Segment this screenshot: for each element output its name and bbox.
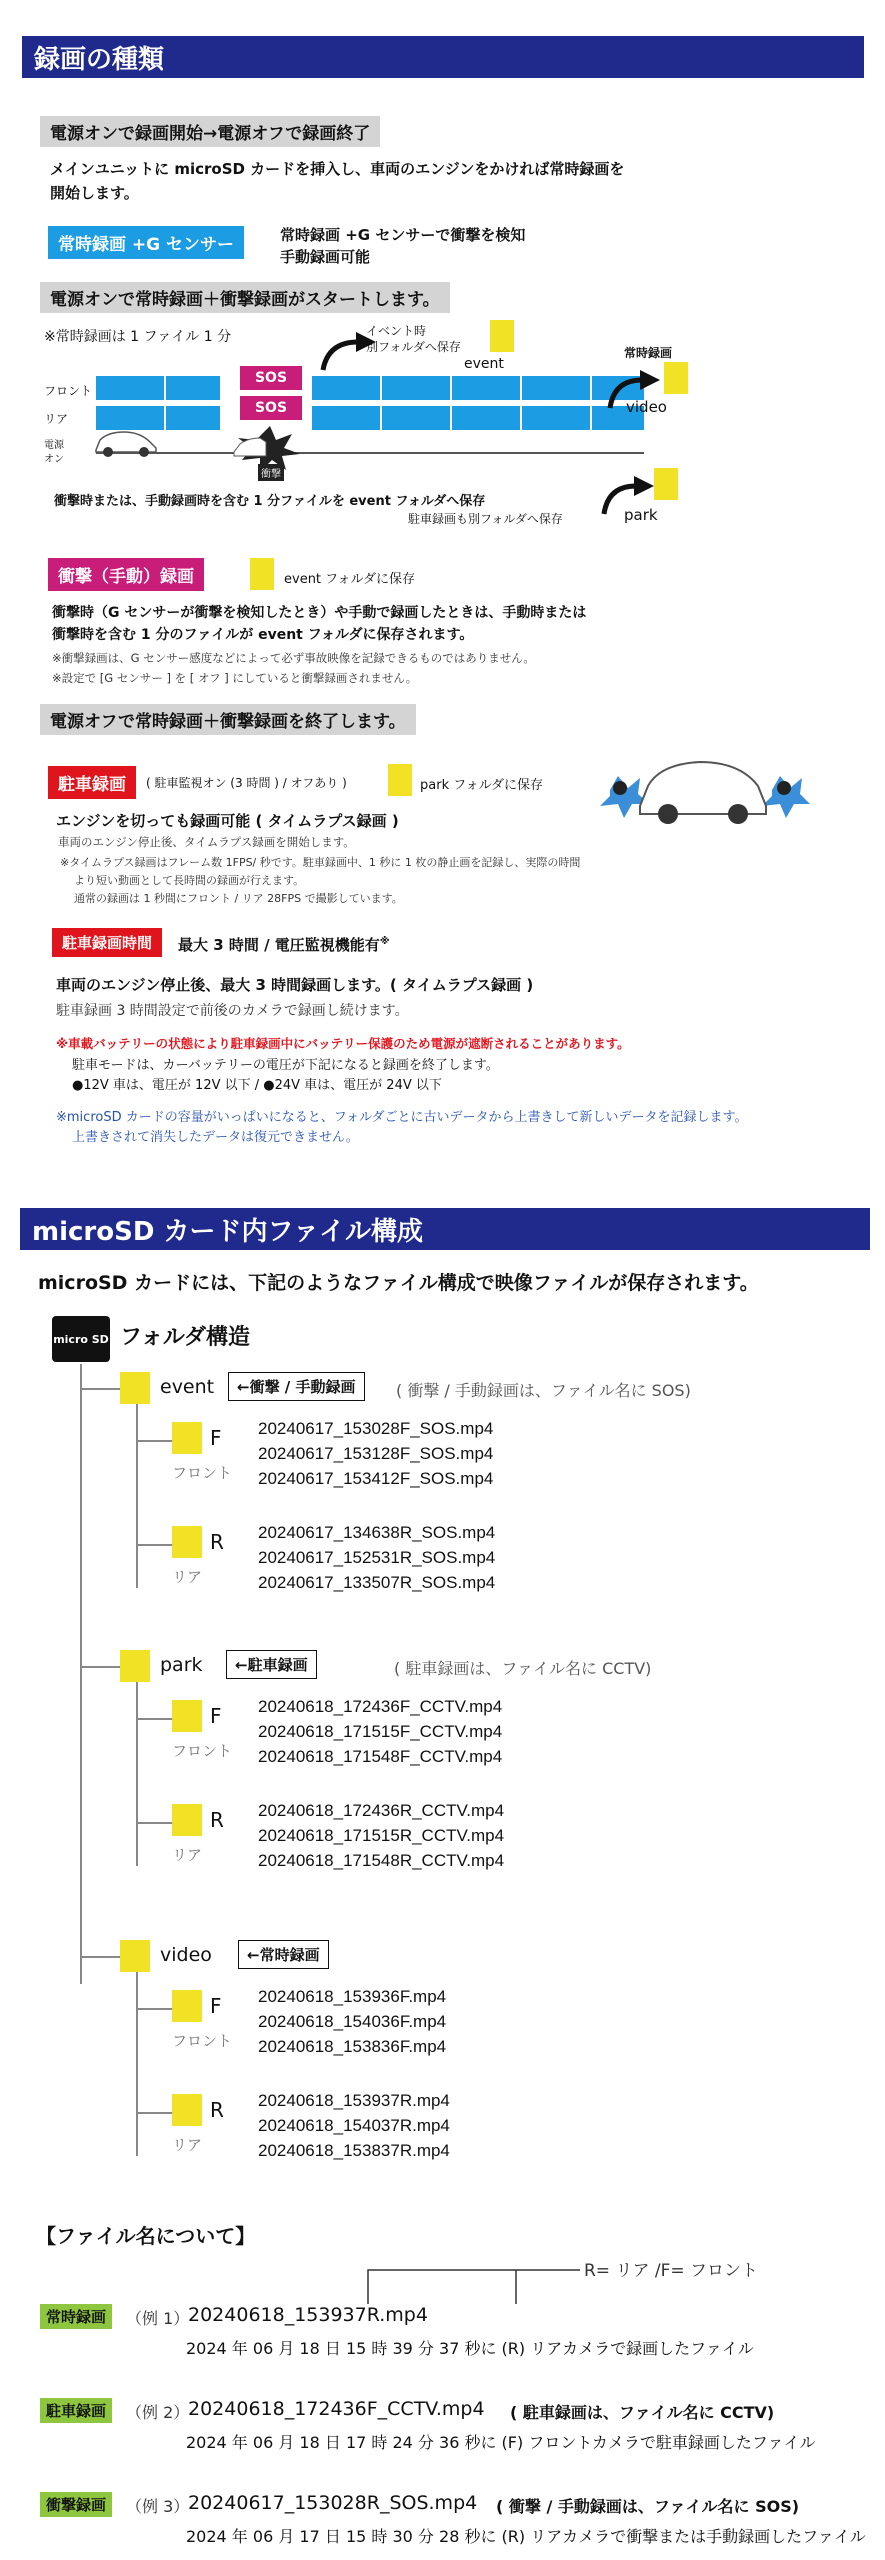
- subfolder-icon: [172, 1990, 202, 2022]
- file-name: 20240618_171548F_CCTV.mp4: [258, 1747, 503, 1766]
- section-title-recording-types: [22, 36, 864, 78]
- battery-desc-1: 駐車モードは、カーバッテリーの電圧が下記になると録画を終了します。: [72, 1058, 499, 1073]
- park-desc-2: ※タイムラプス録画はフレーム数 1FPS/ 秒です。駐車録画中、1 秒に 1 枚の静止画を記録し、実際の時間: [60, 856, 581, 869]
- front-clip: [452, 376, 520, 400]
- rf-pointer-lines: [360, 2266, 590, 2306]
- example-desc: 2024 年 06 月 18 日 15 時 39 分 37 秒に (R) リアカメラで録画したファイル: [186, 2339, 754, 2358]
- park-sub: ( 駐車監視オン (3 時間 ) / オフあり ): [146, 776, 347, 790]
- rear-clip: [166, 406, 220, 430]
- park-time-mark: ※: [379, 936, 390, 947]
- section-title-text: 録画の種類: [34, 44, 165, 75]
- park-time-desc-1: 車両のエンジン停止後、最大 3 時間録画します。( タイムラプス録画 ): [56, 976, 534, 994]
- diagram-caption: 衝撃時または、手動録画時を含む 1 分ファイルを event フォルダへ保存: [54, 494, 486, 509]
- park-desc-1: 車両のエンジン停止後、タイムラプス録画を開始します。: [58, 835, 355, 849]
- tree-sub-trunk: [136, 1682, 138, 1866]
- example-filename: 20240617_153028R_SOS.mp4: [188, 2492, 478, 2514]
- tree-sub-trunk: [136, 1972, 138, 2156]
- park-time-title-text: 最大 3 時間 / 電圧監視機能有: [178, 936, 380, 954]
- file-note: ※常時録画は 1 ファイル 1 分: [44, 329, 232, 345]
- file-name: 20240617_153412F_SOS.mp4: [258, 1469, 494, 1488]
- subfolder-icon: [172, 1700, 202, 1732]
- subfolder-icon: [172, 1526, 202, 1558]
- intro-text-2: 開始します。: [50, 184, 139, 202]
- regular-label: 常時録画: [624, 346, 673, 360]
- event-note-1: イベント時: [366, 324, 427, 338]
- power-on-label: 電源: [44, 440, 64, 451]
- park-time-badge: 駐車録画時間: [52, 928, 162, 957]
- impact-note-1: ※衝撃録画は、G センサー感度などによって必ず事故映像を記録できるものではありません。: [52, 651, 535, 665]
- example-extra: ( 駐車録画は、ファイル名に CCTV): [510, 2403, 775, 2422]
- heading-power-off: 電源オフで常時録画＋衝撃録画を終了します。: [40, 704, 416, 735]
- rear-clip: [382, 406, 450, 430]
- front-clip: [522, 376, 590, 400]
- file-name: 20240618_154036F.mp4: [258, 2012, 447, 2031]
- example-label: （例 3）: [126, 2497, 190, 2516]
- microsd-icon-text: micro SD: [53, 1332, 109, 1346]
- example-filename: 20240618_153937R.mp4: [188, 2304, 428, 2326]
- subfolder-label: リア: [172, 1846, 203, 1864]
- subfolder-label: フロント: [172, 2032, 233, 2050]
- file-name: 20240618_171515F_CCTV.mp4: [258, 1722, 503, 1741]
- park-desc-3: より短い動画として長時間の録画が行えます。: [74, 874, 305, 887]
- tree-sub-branch: [136, 1718, 172, 1720]
- impact-save: event フォルダに保存: [284, 572, 415, 587]
- folder-tag: ←衝撃 / 手動録画: [228, 1372, 365, 1401]
- example-desc: 2024 年 06 月 17 日 15 時 30 分 28 秒に (R) リアカメラで衝撃または手動録画したファイル: [186, 2527, 866, 2546]
- subfolder-code[interactable]: F: [210, 1704, 222, 1728]
- file-name: 20240618_171515R_CCTV.mp4: [258, 1826, 505, 1845]
- folder-tag: ←駐車録画: [226, 1650, 317, 1679]
- mode-badge: 常時録画 +G センサー: [48, 226, 244, 259]
- tree-sub-branch: [136, 1544, 172, 1546]
- subfolder-label: リア: [172, 1568, 203, 1586]
- subfolder-code[interactable]: R: [210, 2098, 224, 2122]
- parking-guard-illustration: [590, 746, 810, 836]
- rear-label: リア: [44, 412, 69, 426]
- mode-desc-2: 手動録画可能: [280, 248, 371, 266]
- file-name: 20240617_133507R_SOS.mp4: [258, 1573, 496, 1592]
- front-label: フロント: [44, 384, 93, 398]
- impact-badge: 衝撃（手動）録画: [48, 558, 204, 591]
- subfolder-icon: [172, 1804, 202, 1836]
- file-name: 20240617_153028F_SOS.mp4: [258, 1419, 494, 1438]
- folder-icon: [120, 1940, 150, 1972]
- section-title-text: microSD カード内ファイル構成: [32, 1216, 423, 1247]
- tree-trunk: [80, 1364, 82, 1984]
- park-save: park フォルダに保存: [420, 778, 544, 793]
- rf-note: R= リア /F= フロント: [584, 2261, 759, 2281]
- example-badge: 駐車録画: [40, 2398, 112, 2423]
- example-desc: 2024 年 06 月 18 日 17 時 24 分 36 秒に (F) フロントカメラで駐車録画したファイル: [186, 2433, 816, 2452]
- section-title-file-structure: [20, 1208, 870, 1250]
- event-note-2: 別フォルダへ保存: [366, 340, 461, 354]
- structure-subtitle: microSD カードには、下記のようなファイル構成で映像ファイルが保存されます。: [38, 1272, 759, 1294]
- subfolder-label: フロント: [172, 1464, 233, 1482]
- park-desc-4: 通常の録画は 1 秒間にフロント / リア 28FPS で撮影しています。: [74, 892, 403, 905]
- battery-desc-2: ●12V 車は、電圧が 12V 以下 / ●24V 車は、電圧が 24V 以下: [72, 1078, 442, 1093]
- sd-note-1: ※microSD カードの容量がいっぱいになると、フォルダごとに古いデータから上書きして新しいデータを記録します。: [56, 1110, 748, 1125]
- file-name: 20240618_172436F_CCTV.mp4: [258, 1697, 503, 1716]
- tree-sub-branch: [136, 1822, 172, 1824]
- park-badge: 駐車録画: [48, 766, 136, 799]
- folder-structure-title: フォルダ構造: [120, 1325, 251, 1350]
- impact-note-2: ※設定で [G センサー ] を [ オフ ] にしていると衝撃録画されません。: [52, 671, 418, 685]
- example-badge: 常時録画: [40, 2304, 112, 2329]
- file-name: 20240618_153836F.mp4: [258, 2037, 447, 2056]
- video-label: video: [626, 398, 667, 416]
- park-folder-swatch: [388, 764, 412, 796]
- park-label: park: [624, 506, 658, 524]
- tree-branch: [80, 1666, 120, 1668]
- subfolder-code[interactable]: F: [210, 1426, 222, 1450]
- tree-sub-branch: [136, 1440, 172, 1442]
- file-name: 20240617_134638R_SOS.mp4: [258, 1523, 496, 1542]
- folder-name[interactable]: video: [160, 1944, 212, 1966]
- rear-clip: [522, 406, 590, 430]
- sos-clip-rear: SOS: [240, 396, 302, 420]
- impact-desc-2: 衝撃時を含む 1 分のファイルが event フォルダに保存されます。: [52, 627, 474, 643]
- event-folder-swatch: [250, 558, 274, 590]
- folder-note: ( 駐車録画は、ファイル名に CCTV): [394, 1659, 652, 1678]
- park-file-icon: [654, 468, 678, 500]
- tree-branch: [80, 1956, 120, 1958]
- tree-sub-branch: [136, 2112, 172, 2114]
- file-name: 20240618_171548R_CCTV.mp4: [258, 1851, 505, 1870]
- front-clip: [96, 376, 164, 400]
- intro-text: メインユニットに microSD カードを挿入し、車両のエンジンをかければ常時録画を: [50, 160, 625, 178]
- sos-clip-front: SOS: [240, 366, 302, 390]
- filename-title: 【ファイル名について】: [36, 2224, 256, 2248]
- file-name: 20240617_152531R_SOS.mp4: [258, 1548, 496, 1567]
- heading-power-on-start: 電源オンで常時録画＋衝撃録画がスタートします。: [40, 282, 450, 313]
- rear-clip: [452, 406, 520, 430]
- rear-clip: [96, 406, 164, 430]
- folder-note: ( 衝撃 / 手動録画は、ファイル名に SOS): [396, 1381, 691, 1400]
- file-name: 20240618_172436R_CCTV.mp4: [258, 1801, 505, 1820]
- file-name: 20240618_153837R.mp4: [258, 2141, 450, 2160]
- example-label: （例 2）: [126, 2403, 190, 2422]
- file-name: 20240618_153936F.mp4: [258, 1987, 447, 2006]
- park-time-desc-2: 駐車録画 3 時間設定で前後のカメラで録画し続けます。: [56, 1003, 409, 1019]
- car-icon: [90, 428, 160, 458]
- subfolder-code[interactable]: R: [210, 1530, 224, 1554]
- subfolder-code[interactable]: F: [210, 1994, 222, 2018]
- tree-sub-trunk: [136, 1404, 138, 1588]
- video-file-icon: [664, 362, 688, 394]
- road-line: [96, 452, 644, 454]
- impact-label: 衝撃: [258, 464, 284, 481]
- event-file-icon: [490, 320, 514, 352]
- example-badge: 衝撃録画: [40, 2492, 112, 2517]
- rear-clip: [312, 406, 380, 430]
- park-time-title: [178, 934, 390, 955]
- mode-desc-1: 常時録画 +G センサーで衝撃を検知: [280, 226, 526, 244]
- impact-desc-1: 衝撃時（G センサーが衝撃を検知したとき）や手動で録画したときは、手動時または: [52, 605, 587, 621]
- folder-icon: [120, 1650, 150, 1682]
- microsd-icon: [52, 1316, 110, 1362]
- subfolder-icon: [172, 2094, 202, 2126]
- folder-name[interactable]: event: [160, 1376, 215, 1398]
- example-extra: ( 衝撃 / 手動録画は、ファイル名に SOS): [496, 2497, 800, 2516]
- front-clip: [312, 376, 380, 400]
- file-name: 20240618_154037R.mp4: [258, 2116, 450, 2135]
- power-on-label-2: オン: [44, 454, 64, 465]
- front-clip: [166, 376, 220, 400]
- subfolder-label: リア: [172, 2136, 203, 2154]
- front-clip: [382, 376, 450, 400]
- subfolder-code[interactable]: R: [210, 1808, 224, 1832]
- heading-power-on-off: 電源オンで録画開始→電源オフで録画終了: [40, 116, 380, 147]
- tree-branch: [80, 1388, 120, 1390]
- subfolder-icon: [172, 1422, 202, 1454]
- park-desc-title: エンジンを切っても録画可能 ( タイムラプス録画 ): [56, 812, 399, 830]
- battery-warning: ※車載バッテリーの状態により駐車録画中にバッテリー保護のため電源が遮断されることがあります。: [56, 1036, 630, 1051]
- file-name: 20240617_153128F_SOS.mp4: [258, 1444, 494, 1463]
- recording-timeline-diagram: [40, 316, 860, 536]
- example-label: （例 1）: [126, 2309, 190, 2328]
- folder-name[interactable]: park: [160, 1654, 203, 1676]
- folder-icon: [120, 1372, 150, 1404]
- file-name: 20240618_153937R.mp4: [258, 2091, 450, 2110]
- tree-sub-branch: [136, 2008, 172, 2010]
- folder-tag: ←常時録画: [238, 1940, 329, 1969]
- sd-note-2: 上書きされて消失したデータは復元できません。: [72, 1130, 359, 1145]
- subfolder-label: フロント: [172, 1742, 233, 1760]
- parking-note: 駐車録画も別フォルダへ保存: [408, 512, 563, 526]
- event-label: event: [464, 356, 504, 372]
- example-filename: 20240618_172436F_CCTV.mp4: [188, 2398, 485, 2420]
